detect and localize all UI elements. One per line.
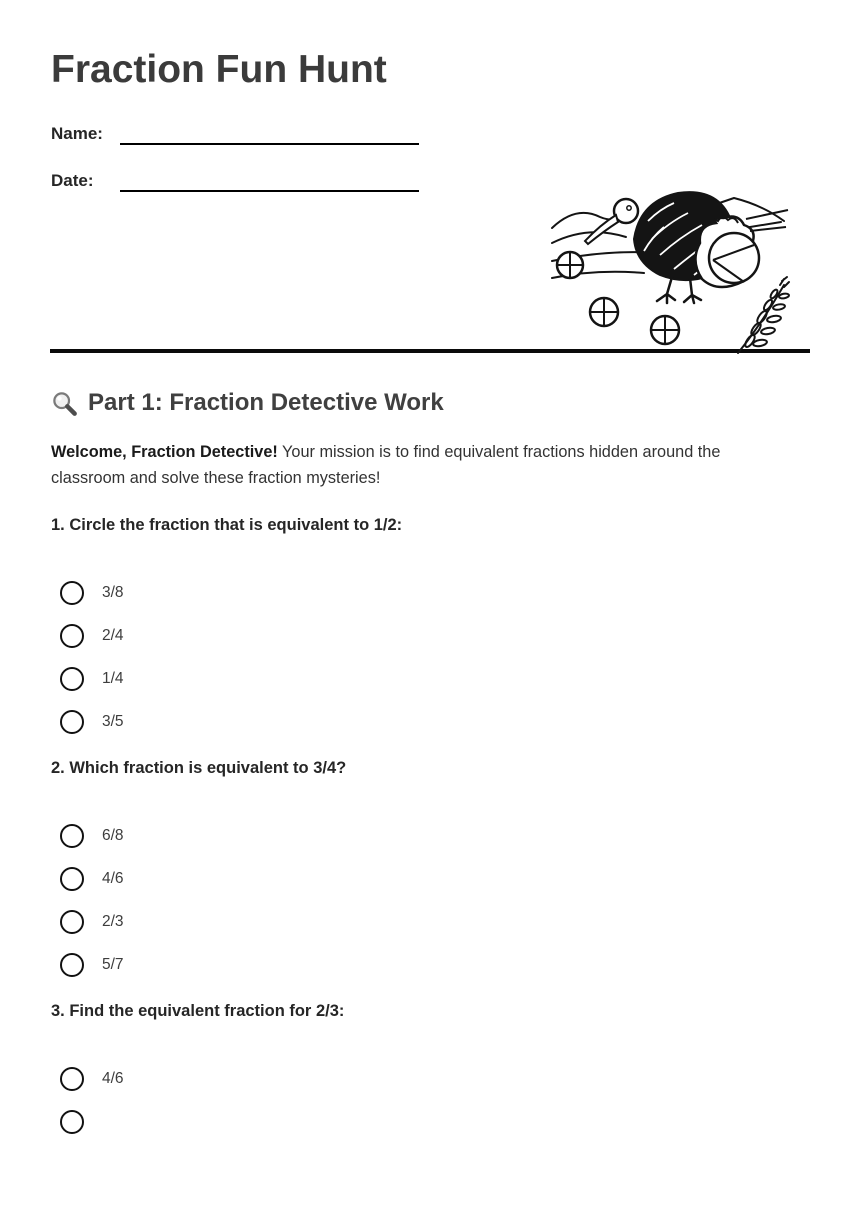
part1-heading <box>51 386 810 420</box>
kiwi-illustration-svg <box>548 181 798 356</box>
name-input[interactable] <box>120 123 419 145</box>
option-label: 4/6 <box>102 870 124 887</box>
magnifying-glass-icon <box>51 390 78 417</box>
name-label: Name: <box>51 124 103 143</box>
radio-button[interactable] <box>60 667 84 691</box>
date-input[interactable] <box>120 170 419 192</box>
radio-button[interactable] <box>60 910 84 934</box>
kiwi-illustration <box>548 181 798 356</box>
option-label: 6/8 <box>102 827 124 844</box>
question-3-option-1[interactable] <box>51 1067 810 1091</box>
part1-heading-text: Part 1: Fraction Detective Work <box>88 389 444 416</box>
question-3-option-partial[interactable] <box>51 1110 810 1134</box>
option-label: 2/3 <box>102 913 124 930</box>
question-2-option-3[interactable] <box>51 910 810 934</box>
question-3 <box>51 1001 810 1134</box>
page-title: Fraction Fun Hunt <box>51 48 387 91</box>
question-1-prompt: 1. Circle the fraction that is equivalent to 1/2: <box>51 516 403 534</box>
radio-button[interactable] <box>60 1110 84 1134</box>
option-label: 1/4 <box>102 670 124 687</box>
radio-button[interactable] <box>60 953 84 977</box>
question-3-prompt: 3. Find the equivalent fraction for 2/3: <box>51 1002 345 1020</box>
question-1-option-3[interactable] <box>51 667 810 691</box>
question-2 <box>51 758 810 977</box>
question-1-option-2[interactable] <box>51 624 810 648</box>
question-1-option-1[interactable] <box>51 581 810 605</box>
radio-button[interactable] <box>60 867 84 891</box>
radio-button[interactable] <box>60 581 84 605</box>
radio-button[interactable] <box>60 824 84 848</box>
option-label: 2/4 <box>102 627 124 644</box>
option-label: 4/6 <box>102 1070 124 1087</box>
option-label: 5/7 <box>102 956 124 973</box>
question-2-prompt: 2. Which fraction is equivalent to 3/4? <box>51 759 347 777</box>
radio-button[interactable] <box>60 1067 84 1091</box>
date-label: Date: <box>51 171 94 190</box>
questions-container <box>50 515 810 1134</box>
question-1 <box>51 515 810 734</box>
question-2-option-4[interactable] <box>51 953 810 977</box>
option-label: 3/5 <box>102 713 124 730</box>
question-1-option-4[interactable] <box>51 710 810 734</box>
question-2-option-2[interactable] <box>51 867 810 891</box>
name-field-row <box>51 122 810 146</box>
radio-button[interactable] <box>60 624 84 648</box>
intro-bold-text: Welcome, Fraction Detective! <box>51 443 278 461</box>
intro-text: Your mission is to find equivalent fractions hidden around the classroom and solve these fraction mysteries! <box>51 443 721 487</box>
intro-paragraph <box>51 439 793 491</box>
question-2-option-1[interactable] <box>51 824 810 848</box>
option-label: 3/8 <box>102 584 124 601</box>
worksheet-page <box>0 46 860 1134</box>
radio-button[interactable] <box>60 710 84 734</box>
